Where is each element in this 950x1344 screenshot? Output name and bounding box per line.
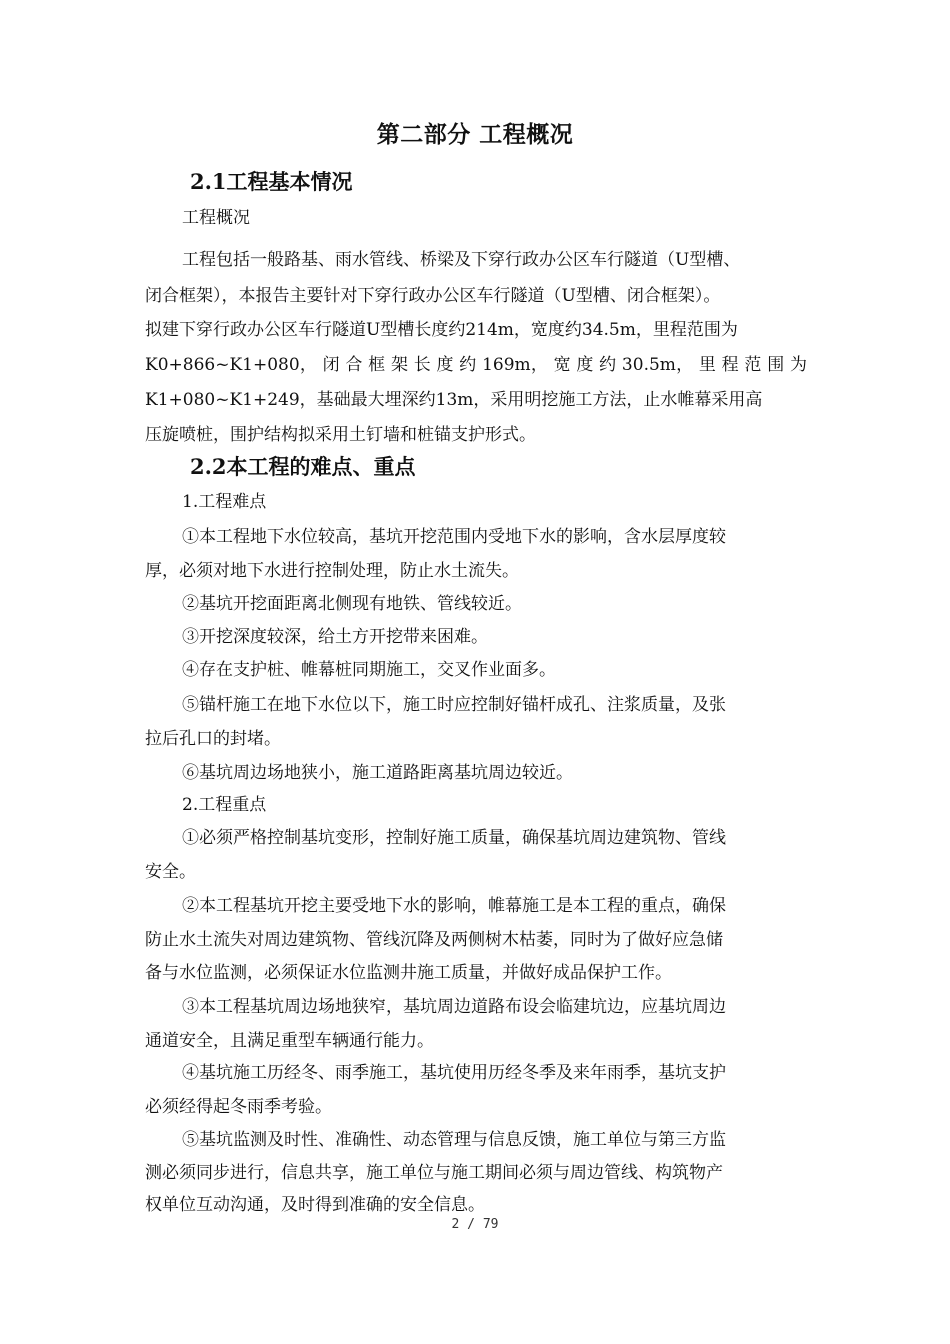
difficulties-label: 1.工程难点	[182, 492, 267, 512]
paragraph-line: 闭合框架），本报告主要针对下穿行政办公区车行隧道（U型槽、闭合框架）。	[145, 286, 721, 306]
page-title: 第二部分 工程概况	[376, 121, 574, 148]
difficulty-item-cont: 厚，必须对地下水进行控制处理，防止水土流失。	[145, 561, 519, 581]
key-point-item-cont: 通道安全，且满足重型车辆通行能力。	[145, 1031, 434, 1051]
paragraph-line: K1+080~K1+249，基础最大埋深约13m，采用明挖施工方法，止水帷幕采用高	[145, 390, 763, 410]
key-point-item-cont: 权单位互动沟通，及时得到准确的安全信息。	[145, 1195, 485, 1215]
page-number: 2	[451, 1217, 460, 1232]
key-points-label: 2.工程重点	[182, 795, 267, 815]
key-point-item: ⑤基坑监测及时性、准确性、动态管理与信息反馈，施工单位与第三方监	[182, 1130, 726, 1150]
difficulty-item: ④存在支护桩、帷幕桩同期施工，交叉作业面多。	[182, 660, 556, 680]
difficulty-item: ③开挖深度较深，给土方开挖带来困难。	[182, 627, 488, 647]
paragraph-line: 压旋喷桩，围护结构拟采用土钉墙和桩锚支护形式。	[145, 425, 536, 445]
key-point-item-cont: 安全。	[145, 862, 196, 882]
total-pages: 79	[482, 1217, 499, 1232]
difficulty-item: ⑥基坑周边场地狭小，施工道路距离基坑周边较近。	[182, 763, 573, 783]
key-point-item: ④基坑施工历经冬、雨季施工，基坑使用历经冬季及来年雨季，基坑支护	[182, 1063, 726, 1083]
paragraph-line: K0+866~K1+080， 闭 合 框 架 长 度 约 169m， 宽 度 约 30.5m， 里 程 范 围 为	[145, 355, 807, 375]
page-footer	[0, 1217, 950, 1232]
paragraph-line: 拟建下穿行政办公区车行隧道U型槽长度约214m，宽度约34.5m，里程范围为	[145, 320, 738, 340]
difficulty-item: ⑤锚杆施工在地下水位以下，施工时应控制好锚杆成孔、注浆质量，及张	[182, 695, 726, 715]
difficulty-item-cont: 拉后孔口的封堵。	[145, 729, 281, 749]
difficulty-item: ①本工程地下水位较高，基坑开挖范围内受地下水的影响，含水层厚度较	[182, 527, 726, 547]
key-point-item: ②本工程基坑开挖主要受地下水的影响，帷幕施工是本工程的重点，确保	[182, 896, 726, 916]
page-separator: /	[467, 1217, 475, 1232]
difficulty-item: ②基坑开挖面距离北侧现有地铁、管线较近。	[182, 594, 522, 614]
key-point-item-cont: 防止水土流失对周边建筑物、管线沉降及两侧树木枯萎，同时为了做好应急储	[145, 930, 723, 950]
paragraph-line: 工程包括一般路基、雨水管线、桥梁及下穿行政办公区车行隧道（U型槽、	[182, 250, 741, 270]
sub-label-overview: 工程概况	[182, 208, 250, 228]
section-heading-basic-info: 2.1工程基本情况	[190, 169, 353, 194]
key-point-item-cont: 备与水位监测，必须保证水位监测井施工质量，并做好成品保护工作。	[145, 963, 672, 983]
key-point-item: ③本工程基坑周边场地狭窄，基坑周边道路布设会临建坑边，应基坑周边	[182, 997, 726, 1017]
key-point-item: ①必须严格控制基坑变形，控制好施工质量，确保基坑周边建筑物、管线	[182, 828, 726, 848]
section-heading-difficulties: 2.2本工程的难点、重点	[190, 454, 416, 479]
key-point-item-cont: 必须经得起冬雨季考验。	[145, 1097, 332, 1117]
key-point-item-cont: 测必须同步进行，信息共享，施工单位与施工期间必须与周边管线、构筑物产	[145, 1163, 723, 1183]
